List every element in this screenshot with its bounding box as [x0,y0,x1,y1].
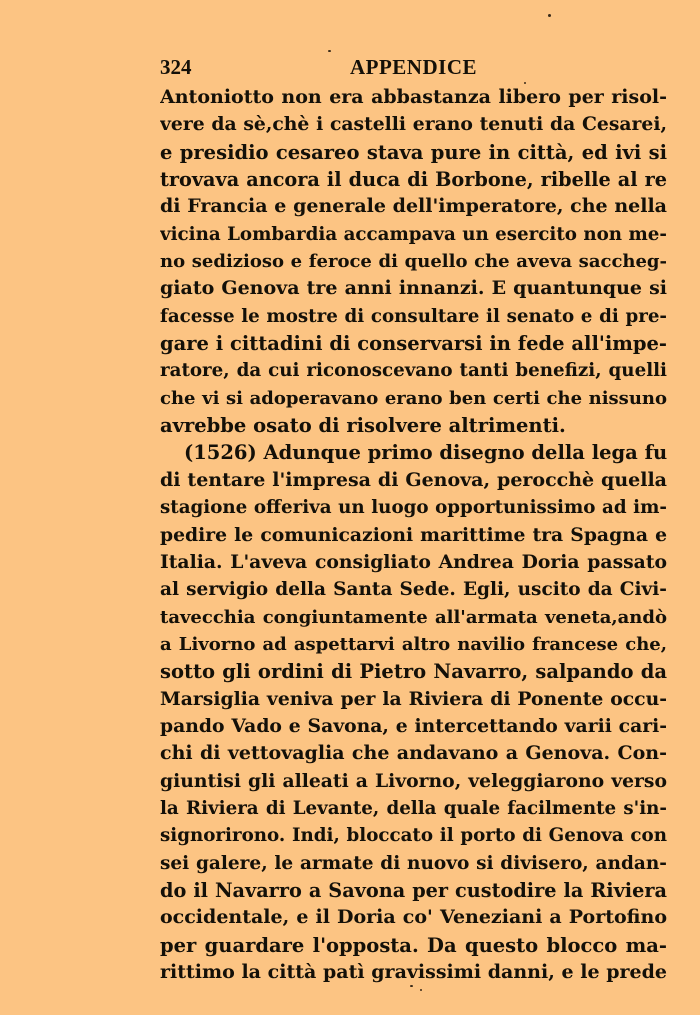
print-speck [410,985,413,987]
text-line: no sedizioso e feroce di quello che aveva saccheg- [160,251,667,273]
text-line: Italia. L'aveva consigliato Andrea Doria passato [160,550,667,573]
running-head: APPENDICE [349,55,477,79]
print-speck [524,82,526,84]
text-line: ratore, da cui riconoscevano tanti benefizi, quelli [160,360,667,382]
text-line: al servigio della Santa Sede. Egli, uscito da Civi- [160,579,667,601]
text-line: per guardare l'opposta. Da questo blocco ma- [160,933,667,957]
text-line: (1526) Adunque primo disegno della lega fu [184,441,667,465]
text-line: signorirono. Indi, bloccato il porto di Genova con [160,825,667,847]
body-text [160,84,667,986]
print-speck [548,14,551,17]
text-line: pedire le comunicazioni marittime tra Spagna e [160,523,667,546]
text-line: vicina Lombardia accampava un esercito non me- [160,223,667,245]
text-line: sei galere, le armate di nuovo si divisero, andan- [160,852,667,874]
text-line: gare i cittadini di conservarsi in fede all'impe- [160,332,667,356]
text-line: e presidio cesareo stava pure in città, ed ivi si [160,140,667,164]
text-line: di Francia e generale dell'imperatore, che nella [160,195,667,218]
text-line: sotto gli ordini di Pietro Navarro, salpando da [160,660,667,684]
text-line: facesse le mostre di consultare il senato e di pre- [160,305,667,327]
text-line: do il Navarro a Savona per custodire la Riviera [160,878,667,902]
page-number: 324 [160,55,192,79]
text-line: giato Genova tre anni innanzi. E quantunque si [160,277,667,300]
text-line: occidentale, e il Doria co' Veneziani a Portofino [160,906,667,929]
text-line: Antoniotto non era abbastanza libero per risol- [160,86,667,108]
text-line: pando Vado e Savona, e intercettando varii cari- [160,714,667,737]
text-line: trovava ancora il duca di Borbone, ribelle al re [160,168,667,192]
text-line: rittimo la città patì gravissimi danni, e le prede [160,961,667,983]
text-line: tavecchia congiuntamente all'armata veneta,andò [160,606,667,628]
text-line: vere da sè,chè i castelli erano tenuti da Cesarei, [160,113,667,136]
print-speck [328,50,331,52]
text-line: Marsiglia veniva per la Riviera di Ponente occu- [160,687,667,710]
text-line: giuntisi gli alleati a Livorno, veleggiarono verso [160,769,667,792]
text-line: la Riviera di Levante, della quale facilmente s'in- [160,797,667,819]
text-line: stagione offeriva un luogo opportunissimo ad im- [160,497,667,519]
text-line: che vi si adoperavano erano ben certi che nissuno [160,387,667,409]
text-line: a Livorno ad aspettarvi altro navilio francese che, [160,633,667,655]
text-line: chi di vettovaglia che andavano a Genova. Con- [160,742,667,765]
text-line: avrebbe osato di risolvere altrimenti. [160,414,566,438]
text-line: di tentare l'impresa di Genova, perocchè quella [160,468,667,491]
page-header [160,55,667,85]
print-speck [420,989,422,991]
